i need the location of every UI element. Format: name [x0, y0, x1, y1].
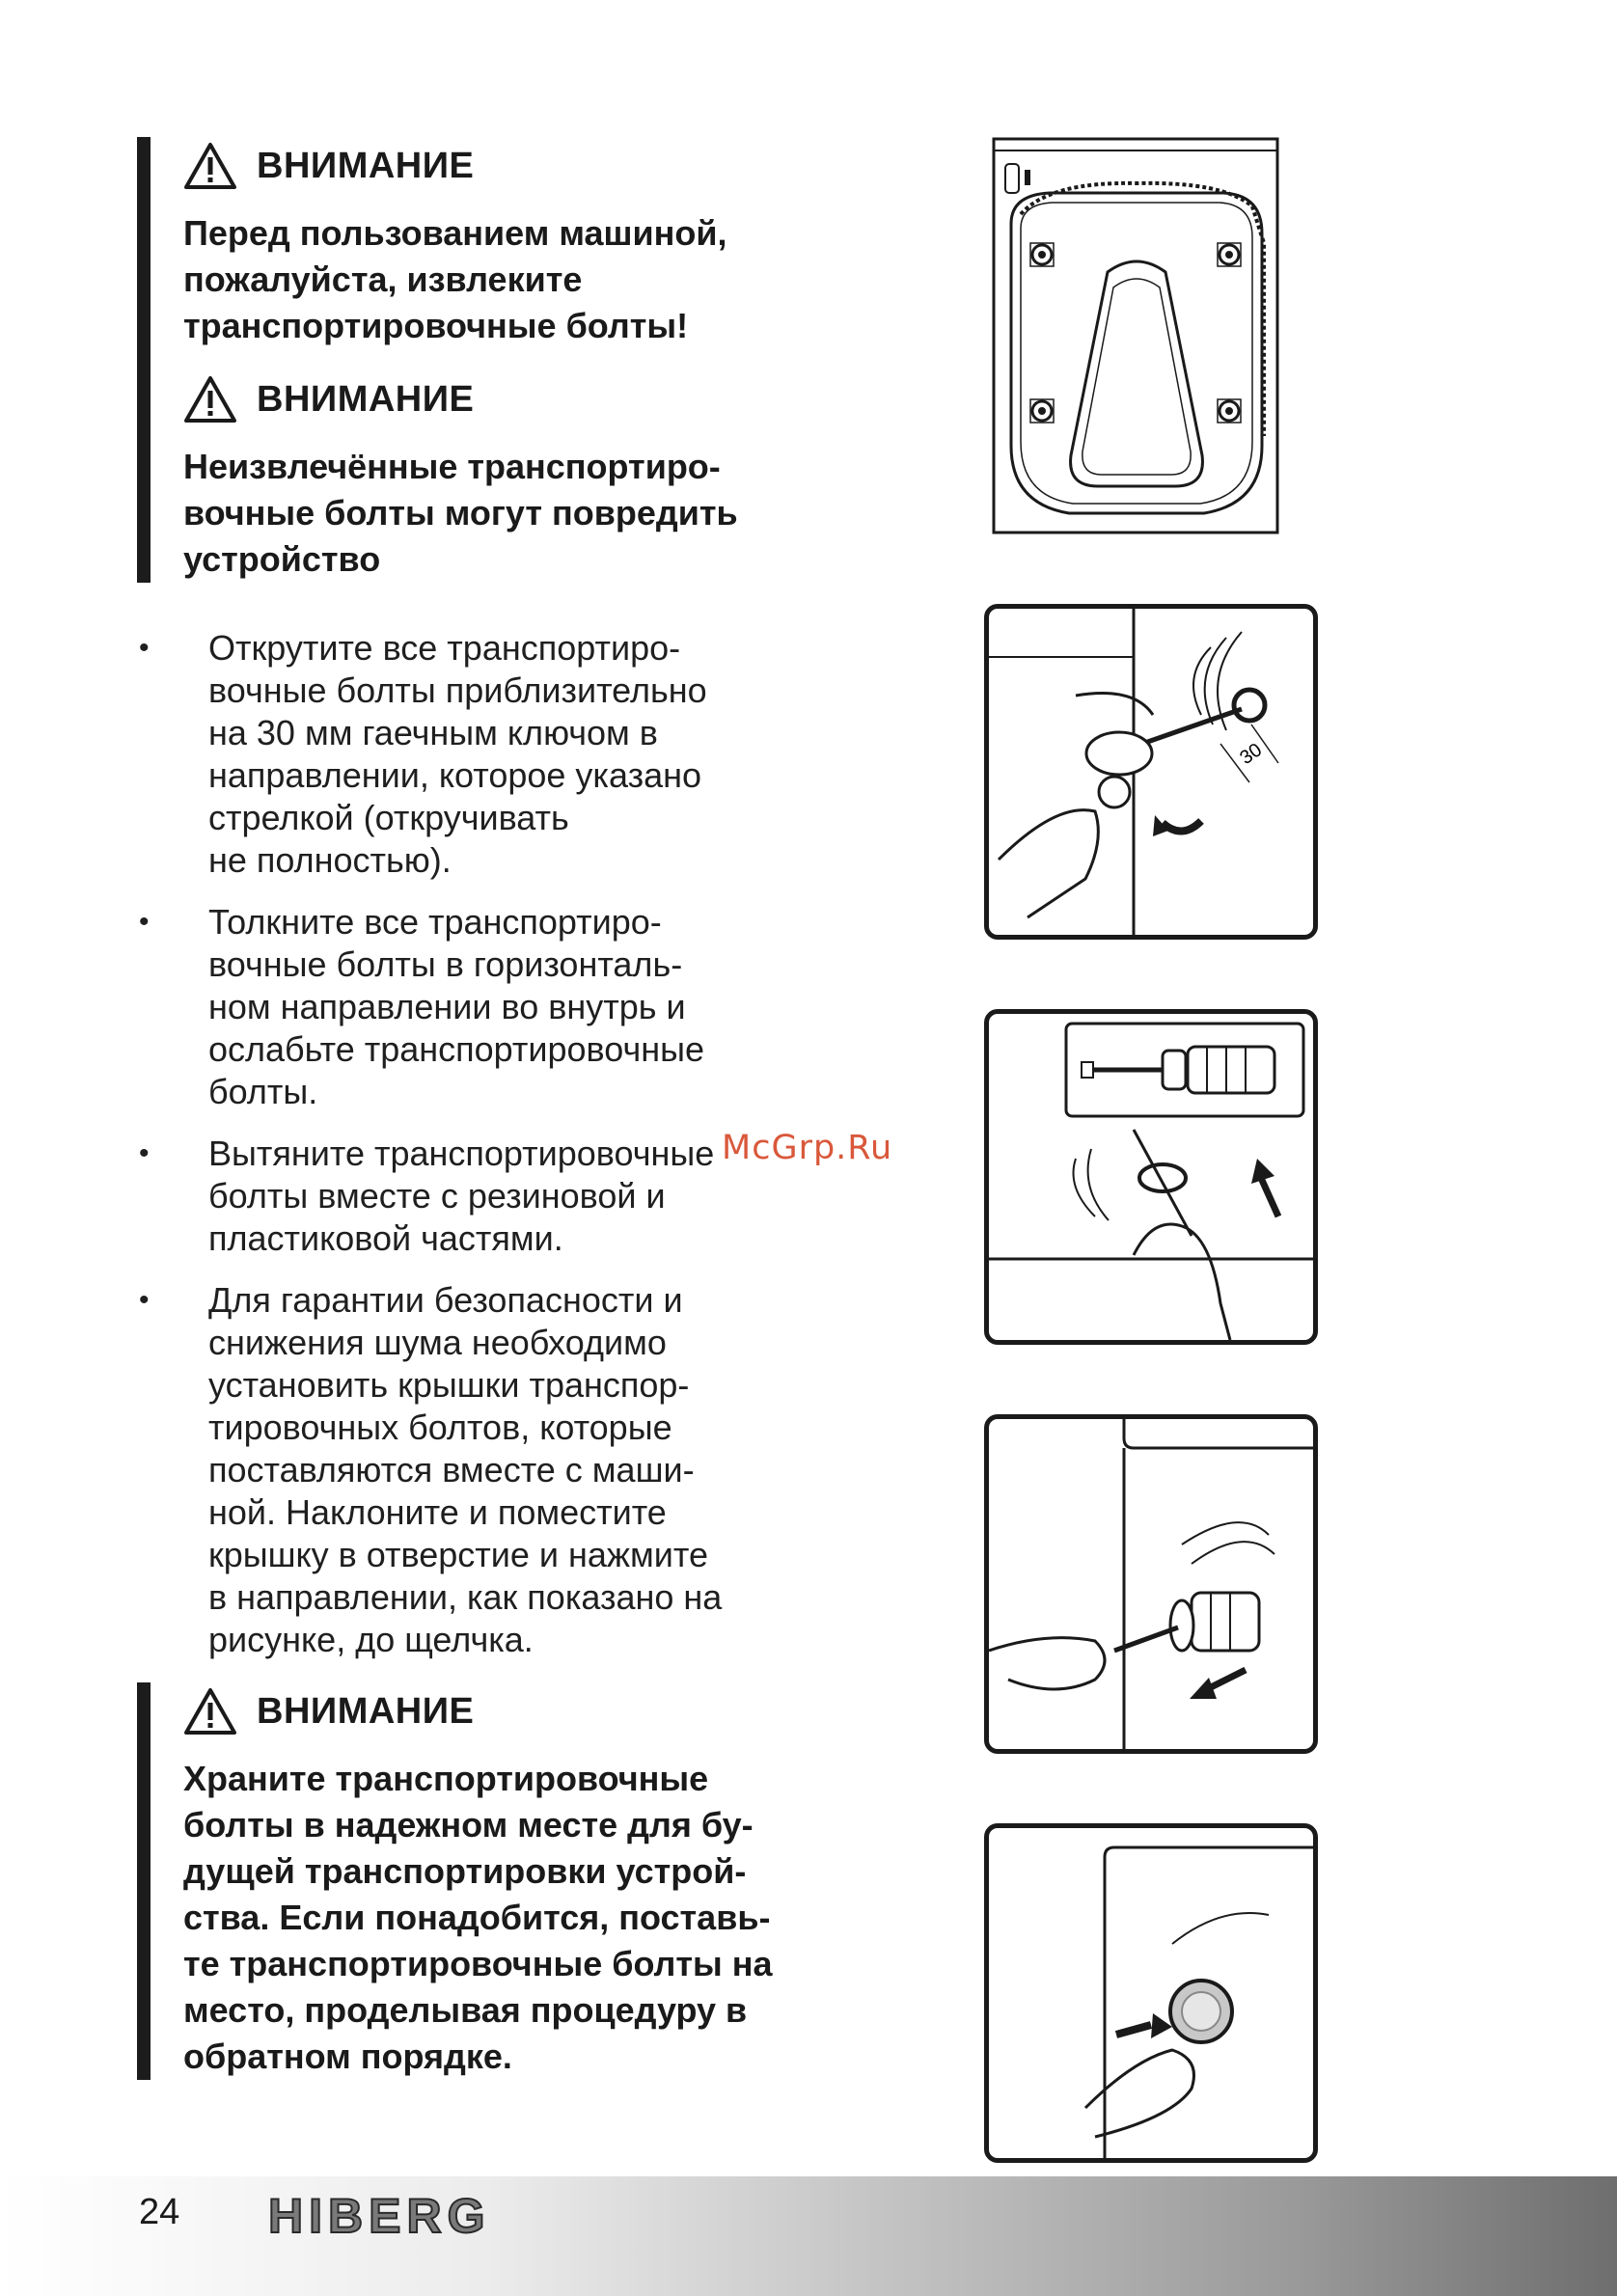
- warning-block-3: [137, 1682, 791, 2080]
- page-footer: [0, 2176, 1617, 2296]
- list-item: • Для гарантии безопасности и снижения шума необходимо установить крышки транспор- тировочных болтов, которые поставляются вместе с маши- ной. Наклоните и поместите крышку в отверстие и нажмите в направлении, как показано на рисунке, до щелчка.: [139, 1280, 723, 1659]
- instruction-list: [137, 627, 812, 1681]
- warning-triangle-icon: [183, 374, 237, 424]
- warning-block-1: [137, 137, 791, 583]
- warning-title: ВНИМАНИЕ: [183, 1682, 791, 1740]
- washer-rear-illustration: [992, 137, 1279, 534]
- figure-rear-panel: [992, 137, 1279, 534]
- figure-pull-bolts: [984, 1009, 1318, 1345]
- bullet-dot: •: [139, 1137, 150, 1169]
- warning-text: Перед пользованием машиной, пожалуйста, извлеките транспортировочные болты!: [183, 213, 727, 345]
- warning-text: Неизвлечённые транспортиро- вочные болты могут повредить устройство: [183, 447, 738, 579]
- bullet-dot: •: [139, 1284, 150, 1316]
- warning-text: Храните транспортировочные болты в надежном месте для бу- дущей транспортировки устрой- ства. Если понадобится, поставь- те транспортировочные болты на место, проделывая процедуру в обратном порядке.: [183, 1759, 773, 2076]
- figure-unscrew-bolts: [984, 604, 1318, 940]
- figure-install-cover: [984, 1414, 1318, 1754]
- pull-bolt-illustration: [989, 1014, 1313, 1340]
- svg-text:HIBERG: HIBERG: [268, 2189, 491, 2243]
- install-cover-illustration: [989, 1419, 1313, 1749]
- warning-title: ВНИМАНИЕ: [183, 137, 791, 195]
- list-item: • Толкните все транспортиро- вочные болты в горизонталь- ном направлении во внутрь и ослабьте транспортировочные болты.: [139, 902, 705, 1111]
- press-cover-illustration: [989, 1828, 1313, 2158]
- bullet-dot: •: [139, 906, 150, 938]
- figure-press-cover: [984, 1823, 1318, 2163]
- warning-triangle-icon: [183, 1686, 237, 1736]
- brand-logo: [268, 2188, 558, 2246]
- watermark: McGrp.Ru: [722, 1129, 893, 1167]
- dimension-label: 30: [1236, 739, 1267, 770]
- page-number: 24: [139, 2192, 180, 2232]
- warning-triangle-icon: [183, 141, 237, 191]
- unscrew-bolt-illustration: [989, 609, 1313, 935]
- bullet-dot: •: [139, 632, 150, 664]
- warning-title: ВНИМАНИЕ: [183, 370, 791, 428]
- list-item: • Вытяните транспортировочные болты вместе с резиновой и пластиковой частями.: [139, 1134, 715, 1258]
- list-item: • Открутите все транспортиро- вочные болты приблизительно на 30 мм гаечным ключом в направлении, которое указано стрелкой (откручивать не полностью).: [139, 628, 707, 880]
